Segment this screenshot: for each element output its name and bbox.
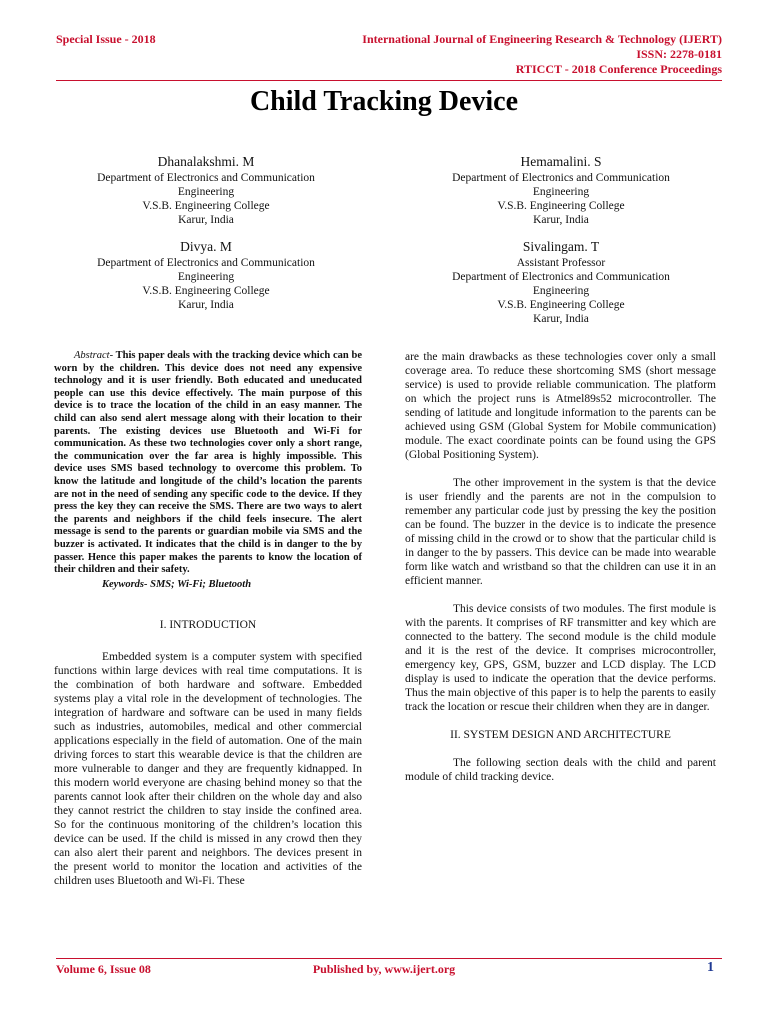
abstract-lead: Abstract-: [74, 350, 114, 361]
author-block-1: [46, 153, 366, 227]
author-name: Hemamalini. S: [520, 154, 602, 169]
author-affiliation-line: Engineering: [532, 186, 590, 198]
body-paragraph: The following section deals with the child and parent module of child tracking device.: [405, 757, 716, 783]
author-affiliation-line: V.S.B. Engineering College: [497, 299, 625, 311]
section-heading-introduction: I. INTRODUCTION: [159, 618, 257, 631]
author-name: Divya. M: [180, 239, 232, 254]
body-paragraph: are the main drawbacks as these technologies cover only a small coverage area. To reduce these shortcoming SMS (short message service) is used to provide reliable communication. The platform on which the project runs is Atmel89s52 microcontroller. The sending of latitude and longitude information to the parents can be achieved using GSM (Global System for Mobile communication) module. The exact coordinate points can be found using the GPS (Global Positioning System).: [405, 351, 716, 461]
author-affiliation-line: Karur, India: [533, 313, 589, 325]
author-affiliation-line: Karur, India: [533, 214, 589, 226]
author-affiliation-line: Department of Electronics and Communication: [97, 257, 315, 269]
author-affiliation-line: Karur, India: [178, 214, 234, 226]
right-column: [405, 350, 716, 784]
author-affiliation-line: Engineering: [177, 271, 235, 283]
author-block-3: [46, 238, 366, 312]
author-affiliation-line: Department of Electronics and Communication: [452, 271, 670, 283]
footer-divider: [56, 958, 722, 959]
header-divider: [56, 80, 722, 81]
author-affiliation-line: Engineering: [532, 285, 590, 297]
keywords: Keywords- SMS; Wi-Fi; Bluetooth: [102, 578, 252, 590]
author-affiliation-line: Karur, India: [178, 299, 234, 311]
paper-title: Child Tracking Device: [249, 86, 519, 117]
author-block-2: [401, 153, 721, 227]
author-affiliation-line: Department of Electronics and Communication: [452, 172, 670, 184]
journal-special-issue: Special Issue - 2018: [56, 32, 156, 46]
journal-issn: ISSN: 2278-0181: [636, 47, 722, 61]
volume-issue: Volume 6, Issue 08: [56, 962, 151, 976]
author-affiliation-line: Department of Electronics and Communication: [97, 172, 315, 184]
author-affiliation-line: V.S.B. Engineering College: [497, 200, 625, 212]
conference-proceedings: RTICCT - 2018 Conference Proceedings: [515, 62, 722, 76]
author-block-4: [401, 238, 721, 326]
abstract: [54, 350, 362, 577]
publisher-link[interactable]: Published by, www.ijert.org: [312, 962, 456, 976]
journal-header-info: [362, 32, 722, 77]
author-name: Sivalingam. T: [522, 239, 600, 254]
author-affiliation-line: V.S.B. Engineering College: [142, 200, 270, 212]
author-affiliation-line: Engineering: [177, 186, 235, 198]
author-affiliation-line: Assistant Professor: [516, 257, 606, 269]
left-column: [54, 350, 362, 888]
intro-paragraph: Embedded system is a computer system with specified functions within large devices with real time computations. It is the combination of both hardware and software. Embedded systems play a vital role in the development of technologies. The integration of hardware and software can be used in many fields such as industries, automobiles, medical and other commercial applications especially in the field of automation. One of the main driving forces to start this wearable device is that the children are more vulnerable to danger and they are frequently kidnapped. In this modern world everyone are chasing behind money so that the parents cannot look after their children on the whole day and also they cannot restrict the children to stay inside the confined area. So for the continuous monitoring of the children’s location this device can be used. If the child is missed in any crowd then they can also alert their parent and neighbors. The devices present in the present world to monitor the location and activities of the children uses Bluetooth and Wi-Fi. These: [54, 650, 362, 887]
body-paragraph: This device consists of two modules. The first module is with the parents. It comprises of RF transmitter and key which are connected to the battery. The second module is the child module and it is the rest of the device. It comprises microcontroller, emergency key, GPS, GSM, buzzer and LCD display. The LCD display is used to indicate the operation that the device performs. Thus the main objective of this paper is to help the parents to easily track the location or rescue their children when they are in danger.: [405, 603, 716, 713]
journal-name: International Journal of Engineering Research & Technology (IJERT): [362, 32, 722, 46]
author-name: Dhanalakshmi. M: [157, 154, 255, 169]
body-paragraph: The other improvement in the system is that the device is user friendly and the parents are not in the compulsion to remember any particular code just by pressing the key the position can be found. The buzzer in the device is to indicate the presence of missing child in the crowd or to show that the particular child is in danger to the by passers. This device can be made into wearable form like watch and wristband so that the children can use it in an efficient manner.: [405, 477, 716, 587]
author-affiliation-line: V.S.B. Engineering College: [142, 285, 270, 297]
abstract-text: This paper deals with the tracking device which can be worn by the children. This device does not need any expensive technology and it is user friendly. Both educated and uneducated people can use this device effectively. The main purpose of this device is to trace the location of the child in an easy manner. The child can also send alert message along with their location to their parents. The existing devices use Bluetooth and Wi-Fi for communication. As these two technologies cover only a short range, the communication over the far area is highly impossible. This device uses SMS based technology to overcome this problem. To know the latitude and longitude of the child’s location the parents are not in the need of sending any specific code to the device. If they press the key they can receive the SMS. There are two ways to alert the parents and neighbors if the child feels insecure. The alert message is send to the parents or guardian mobile via SMS and the buzzer is activated. It indicates that the child is in danger to the by passer. Hence this paper makes the parents to know the location of their children and their safety.: [54, 350, 362, 576]
section-heading-system-design: II. SYSTEM DESIGN AND ARCHITECTURE: [450, 729, 671, 741]
page-number: 1: [707, 960, 714, 975]
